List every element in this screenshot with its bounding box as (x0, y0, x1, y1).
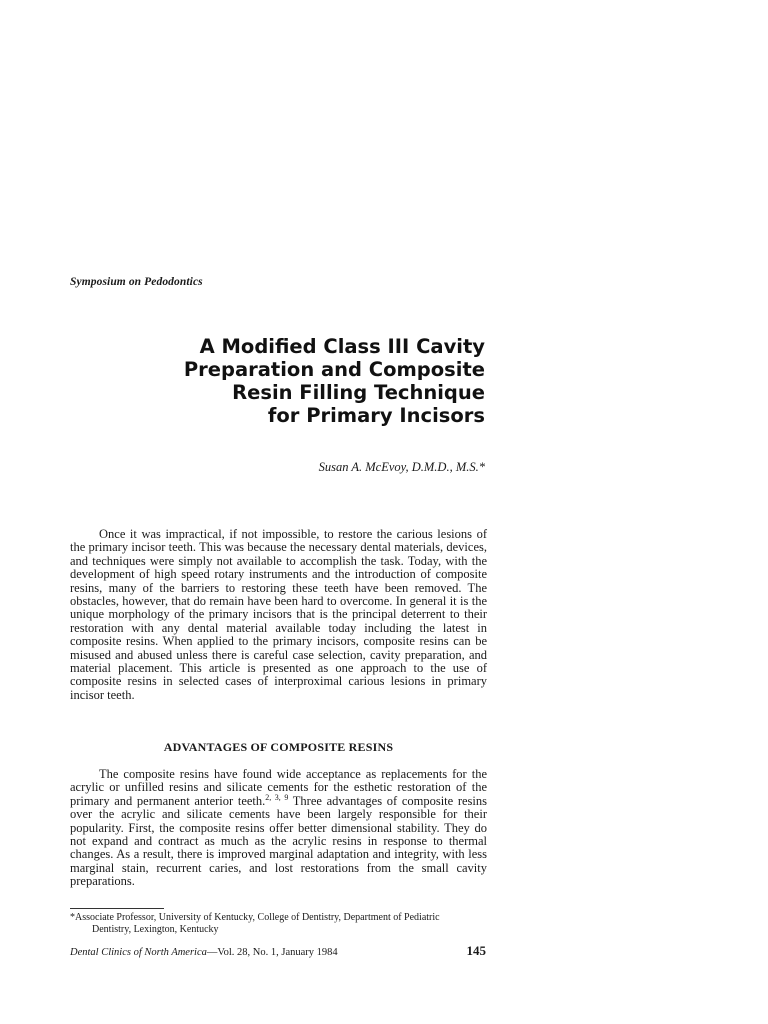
title-line: Preparation and Composite (183, 358, 485, 381)
author-byline: Susan A. McEvoy, D.M.D., M.S.* (318, 460, 485, 474)
author-footnote (70, 912, 487, 936)
title-line: for Primary Incisors (267, 404, 485, 427)
section-heading: ADVANTAGES OF COMPOSITE RESINS (163, 740, 394, 754)
footnote-line: *Associate Professor, University of Kentucky, College of Dentistry, Department of Pediatric (70, 912, 440, 923)
title-line: A Modified Class III Cavity (199, 335, 485, 358)
footnote-line: Dentistry, Lexington, Kentucky (92, 924, 219, 935)
footnote-divider (70, 908, 164, 909)
article-title (184, 335, 485, 427)
advantages-text-end: Three advantages of composite resins over the acrylic and silicate cements have been largely responsible for their popularity. First, the composite resins offer better dimensional stability. They do not expand and contract as much as the acrylic resins in response to thermal changes. As a result, there is improved marginal adaptation and integrity, with less marginal stain, recurrent caries, and lost restorations from the small cavity preparations. (70, 793, 488, 889)
advantages-paragraph (70, 768, 487, 889)
page-number: 145 (466, 943, 486, 958)
title-line: Resin Filling Technique (232, 381, 485, 404)
intro-paragraph: Once it was impractical, if not impossible, to restore the carious lesions of the primary incisor teeth. This was because the necessary dental materials, devices, and techniques were simply not available to accomplish the task. Today, with the development of high speed rotary instruments and the introduction of composite resins, many of the barriers to restoring these teeth have been removed. The obstacles, however, that do remain have been hard to overcome. In general it is the unique morphology of the primary incisors that is the principal deterrent to their restoration with any dental material available today including the latest in composite resins. When applied to the primary incisors, composite resins can be misused and abused unless there is careful case selection, cavity preparation, and material placement. This article is presented as one approach to the use of composite resins in selected cases of interproximal carious lesions in primary incisor teeth. (70, 527, 487, 702)
journal-name: Dental Clinics of North America (70, 947, 207, 958)
journal-footer (70, 947, 338, 958)
series-label: Symposium on Pedodontics (70, 276, 203, 288)
advantages-text-start: The composite resins have found wide acceptance as replacements for the acrylic or unfilled resins and silicate cements for the esthetic restoration of the primary and permanent anterior teeth. (70, 767, 487, 808)
issue-info: —Vol. 28, No. 1, January 1984 (206, 947, 338, 958)
citation-superscript: 2, 3, 9 (265, 792, 289, 802)
